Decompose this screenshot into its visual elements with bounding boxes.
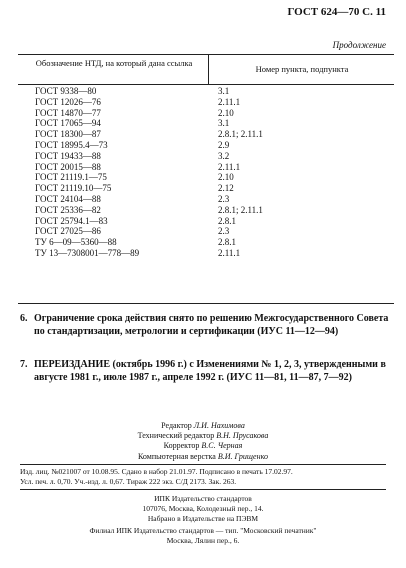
table-row-item: 2.3 <box>218 193 230 204</box>
table-header-divider <box>208 54 209 84</box>
credits-block <box>0 421 406 462</box>
divider-rule <box>20 464 386 465</box>
table-row-doc: ГОСТ 21119.1—75 <box>35 172 107 183</box>
imprint-block <box>0 494 406 546</box>
table-row-item: 2.11.1 <box>218 161 241 172</box>
table-row-item: 2.8.1; 2.11.1 <box>218 129 263 140</box>
credit-role: Компьютерная верстка <box>137 451 216 461</box>
table-row-item: 3.1 <box>218 86 230 96</box>
credit-role: Корректор <box>163 441 200 451</box>
table-row-doc: ТУ 13—7308001—778—89 <box>35 247 140 258</box>
table-row-doc: ГОСТ 17065—94 <box>35 118 101 129</box>
table-item-column <box>218 86 263 259</box>
credit-line <box>0 431 406 441</box>
section-6 <box>20 312 400 338</box>
table-row-doc: ГОСТ 19433—88 <box>35 150 101 161</box>
table-row-item: 2.11.1 <box>218 247 241 258</box>
table-row-doc: ТУ 6—09—5360—88 <box>35 237 117 248</box>
table-top-rule <box>18 54 394 55</box>
table-row-doc: ГОСТ 25794.1—83 <box>35 215 108 226</box>
table-row-item: 2.8.1 <box>218 237 236 248</box>
divider-rule <box>20 489 386 490</box>
table-row-doc: ГОСТ 18300—87 <box>35 129 101 140</box>
table-header-rule <box>18 84 394 85</box>
continuation-label: Продолжение <box>332 40 386 50</box>
credit-role: Технический редактор <box>137 431 215 441</box>
table-row-doc: ГОСТ 21119.10—75 <box>35 183 112 194</box>
credit-name: Л.И. Нахимова <box>193 421 245 430</box>
table-row-item: 3.1 <box>218 118 230 129</box>
table-row-doc: ГОСТ 20015—88 <box>35 161 101 172</box>
publication-line: Усл. печ. л. 0,70. Уч.-изд. л. 0,67. Тираж 222 экз. С/Д 2173. Зак. 263. <box>20 477 237 486</box>
section-text: ПЕРЕИЗДАНИЕ (октябрь 1996 г.) с Изменениями № 1, 2, 3, утвержденными в августе 1981 г., июле 1987 г., апреле 1992 г. (ИУС 11—81, 11—87, 7—92) <box>34 359 386 383</box>
table-row-item: 2.8.1 <box>218 215 236 226</box>
credit-role: Редактор <box>161 421 192 430</box>
section-text: Ограничение срока действия снято по решению Межгосударственного Совета по стандартизации, метрологии и сертификации (ИУС 11—12—94) <box>34 313 389 337</box>
table-row-item: 2.10 <box>218 172 234 183</box>
imprint-line: Филиал ИПК Издательство стандартов — тип. "Московский печатник" <box>89 526 317 535</box>
imprint-line: Набрано в Издательстве на ПЭВМ <box>147 514 259 523</box>
credit-line <box>0 452 406 462</box>
section-number: 6. <box>20 313 28 324</box>
table-row-doc: ГОСТ 14870—77 <box>35 107 101 118</box>
section-number: 7. <box>20 359 28 370</box>
imprint-line: ИПК Издательство стандартов <box>154 494 252 503</box>
table-row-item: 2.10 <box>218 107 234 118</box>
credit-name: В.С. Черная <box>201 441 243 451</box>
table-row-doc: ГОСТ 18995.4—73 <box>35 139 108 150</box>
table-row-item: 2.12 <box>218 183 234 194</box>
table-row-item: 3.2 <box>218 150 230 161</box>
credit-name: В.И. Грищенко <box>217 451 269 461</box>
credit-line <box>0 441 406 451</box>
table-doc-column <box>35 86 139 259</box>
table-row-doc: ГОСТ 27025—86 <box>35 226 101 237</box>
imprint-line: Москва, Лялин пер., 6. <box>166 536 240 545</box>
publication-info <box>20 467 400 487</box>
page-header: ГОСТ 624—70 С. 11 <box>287 6 386 18</box>
table-row-doc: ГОСТ 12026—76 <box>35 96 101 107</box>
publication-line: Изд. лиц. №021007 от 10.08.95. Сдано в набор 21.01.97. Подписано в печать 17.02.97. <box>20 467 293 476</box>
credit-line <box>0 421 406 431</box>
table-row-doc: ГОСТ 25336—82 <box>35 204 101 215</box>
table-row-doc: ГОСТ 9338—80 <box>35 86 97 96</box>
table-row-item: 2.8.1; 2.11.1 <box>218 204 263 215</box>
table-row-item: 2.9 <box>218 139 230 150</box>
table-row-item: 2.11.1 <box>218 96 241 107</box>
table-row-doc: ГОСТ 24104—88 <box>35 193 101 204</box>
table-col-header-item: Номер пункта, подпункта <box>255 64 349 74</box>
credit-name: В.Н. Прусакова <box>216 431 269 441</box>
table-col-header-doc: Обозначение НТД, на который дана ссылка <box>35 58 193 68</box>
section-7 <box>20 358 400 384</box>
imprint-line: 107076, Москва, Колодезный пер., 14. <box>142 504 264 513</box>
table-row-item: 2.3 <box>218 226 230 237</box>
table-bottom-rule <box>18 303 394 304</box>
